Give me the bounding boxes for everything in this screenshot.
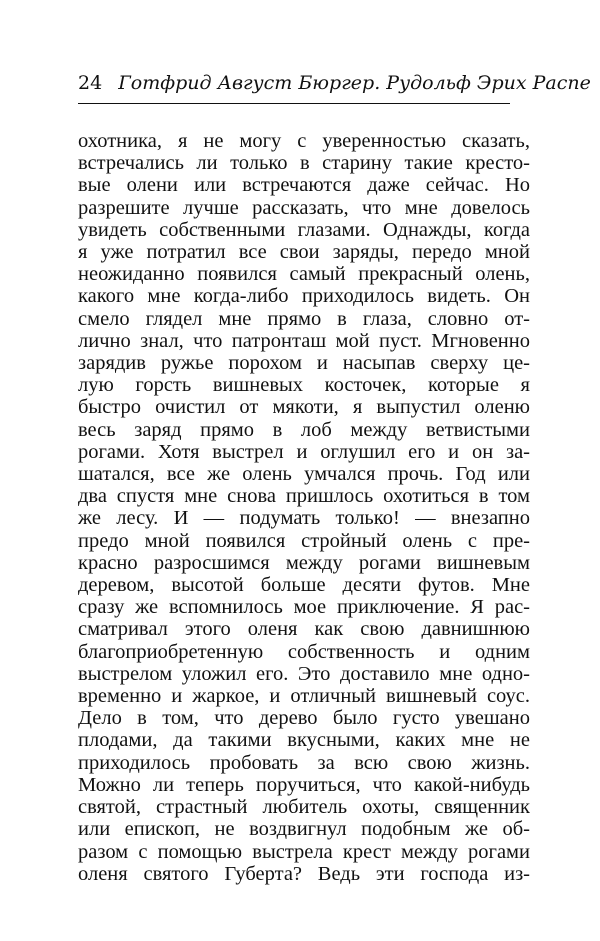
text-line: же лесу. И — подумать только! — внезапно — [78, 507, 530, 530]
text-line: сматривал этого оленя как свою давнишнюю — [78, 618, 530, 641]
text-line: или епископ, не воздвигнул подобным же об- — [78, 818, 530, 841]
text-line: разом с помощью выстрела крест между рогами — [78, 840, 530, 863]
text-line: лую горсть вишневых косточек, которые я — [78, 374, 530, 397]
text-line: рогами. Хотя выстрел и оглушил его и он за- — [78, 440, 530, 463]
text-line: неожиданно появился самый прекрасный олень, — [78, 263, 530, 286]
running-title: Готфрид Август Бюргер. Рудольф Эрих Распе — [118, 72, 591, 94]
text-line: охотника, я не могу с уверенностью сказать, — [78, 130, 530, 152]
text-line: благоприобретенную собственность и одним — [78, 640, 530, 663]
header-rule — [78, 103, 510, 104]
text-line: плодами, да такими вкусными, каких мне не — [78, 729, 530, 752]
text-line: Дело в том, что дерево было густо увешано — [78, 707, 530, 730]
text-line: увидеть собственными глазами. Однажды, когда — [78, 218, 530, 241]
body-text — [78, 130, 530, 885]
text-line: какого мне когда-либо приходилось видеть. Он — [78, 285, 530, 308]
text-line: приходилось пробовать за всю свою жизнь. — [78, 751, 530, 774]
text-line: святой, страстный любитель охоты, священник — [78, 796, 530, 819]
text-line: вые олени или встречаются даже сейчас. Но — [78, 174, 530, 197]
text-line: разрешите лучше рассказать, что мне довелось — [78, 196, 530, 219]
text-line: весь заряд прямо в лоб между ветвистыми — [78, 418, 530, 441]
text-line: встречались ли только в старину такие кресто- — [78, 152, 530, 175]
text-line: шатался, все же олень умчался прочь. Год или — [78, 463, 530, 486]
text-line: временно и жаркое, и отличный вишневый соус. — [78, 685, 530, 708]
text-line: красно разросшимся между рогами вишневым — [78, 551, 530, 574]
text-line: быстро очистил от мякоти, я выпустил оленю — [78, 396, 530, 419]
text-line: зарядив ружье порохом и насыпав сверху це- — [78, 352, 530, 375]
text-line: оленя святого Губерта? Ведь эти господа из- — [78, 862, 530, 885]
text-line: я уже потратил все свои заряды, передо мной — [78, 241, 530, 264]
text-line: два спустя мне снова пришлось охотиться в том — [78, 485, 530, 508]
text-line: Можно ли теперь поручиться, что какой-нибудь — [78, 773, 530, 796]
page-number: 24 — [78, 72, 103, 94]
text-line: сразу же вспомнилось мое приключение. Я рас- — [78, 596, 530, 619]
text-line: деревом, высотой больше десяти футов. Мне — [78, 574, 530, 597]
page-header — [78, 72, 591, 94]
text-line: смело глядел мне прямо в глаза, словно от- — [78, 307, 530, 330]
text-line: лично знал, что патронташ мой пуст. Мгновенно — [78, 329, 530, 352]
text-line: выстрелом уложил его. Это доставило мне одно- — [78, 662, 530, 685]
text-line: предо мной появился стройный олень с пре- — [78, 529, 530, 552]
